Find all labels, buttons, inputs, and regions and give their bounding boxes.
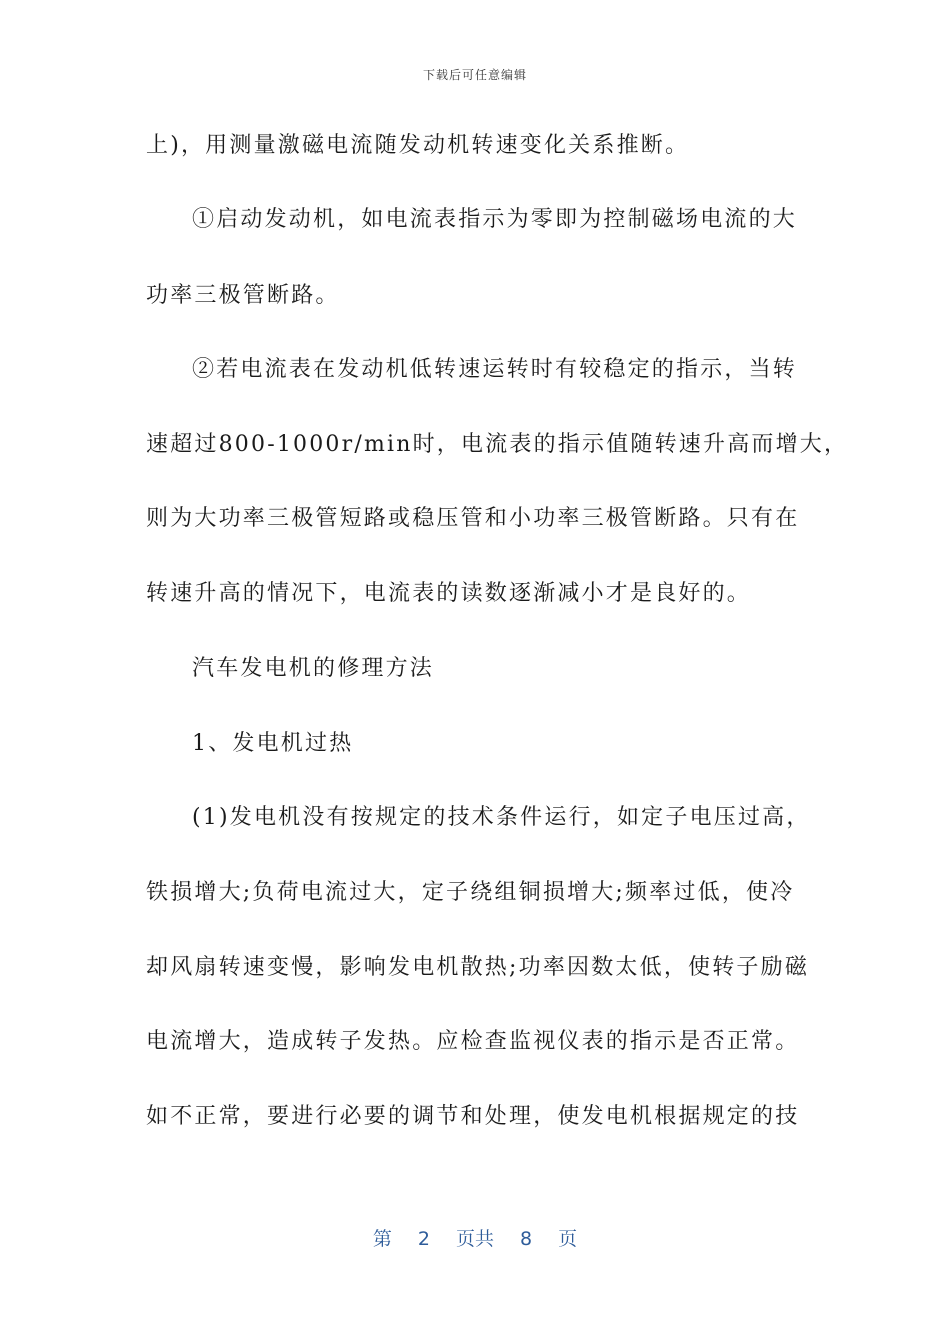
- body-line-12: 却风扇转速变慢，影响发电机散热;功率因数太低，使转子励磁: [146, 955, 810, 980]
- body-line-2: ①启动发动机，如电流表指示为零即为控制磁场电流的大: [192, 207, 798, 232]
- body-line-14: 如不正常，要进行必要的调节和处理，使发电机根据规定的技: [146, 1104, 800, 1129]
- page-footer: [0, 1224, 950, 1251]
- body-line-10: (1)发电机没有按规定的技术条件运行，如定子电压过高，: [192, 805, 811, 830]
- page-total: 8: [520, 1228, 533, 1250]
- body-line-7: 转速升高的情况下，电流表的读数逐渐减小才是良好的。: [146, 581, 752, 606]
- body-line-4: ②若电流表在发动机低转速运转时有较稳定的指示，当转: [192, 357, 798, 382]
- body-line-1: 上)，用测量激磁电流随发动机转速变化关系推断。: [146, 133, 690, 158]
- body-line-6: 则为大功率三极管短路或稳压管和小功率三极管断路。只有在: [146, 506, 800, 531]
- page-current: 2: [417, 1228, 430, 1250]
- body-line-3: 功率三极管断路。: [146, 283, 340, 308]
- header-note: 下载后可任意编辑: [422, 68, 527, 82]
- page-suffix: 页: [558, 1228, 578, 1250]
- subsection-heading: 1、发电机过热: [192, 731, 354, 756]
- page-mid: 页共: [455, 1228, 494, 1250]
- section-heading: 汽车发电机的修理方法: [192, 656, 435, 681]
- body-line-5: 速超过800-1000r/min时，电流表的指示值随转速升高而增大，: [146, 432, 849, 457]
- body-line-11: 铁损增大;负荷电流过大，定子绕组铜损增大;频率过低，使冷: [146, 880, 795, 905]
- body-line-13: 电流增大，造成转子发热。应检查监视仪表的指示是否正常。: [146, 1029, 800, 1054]
- page-prefix: 第: [372, 1228, 392, 1250]
